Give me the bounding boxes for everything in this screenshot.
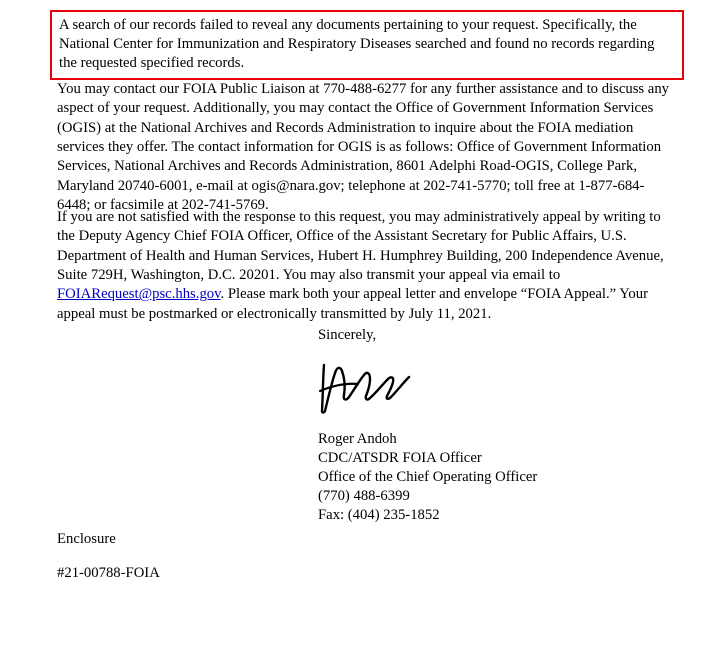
signer-name: Roger Andoh (318, 431, 397, 447)
appeal-email-link[interactable]: FOIARequest@psc.hhs.gov (57, 286, 221, 303)
appeal-paragraph (57, 208, 670, 324)
appeal-paragraph-part1: If you are not satisfied with the response to this request, you may administratively appeal by writing to the Deputy Agency Chief FOIA Officer, Office of the Assistant Secretary for Public Affairs, U.S. Department of Health and Human Services, Hubert H. Humphrey Building, 200 Independence Avenue, Suite 729H, Washington, D.C. 20201. You may also transmit your appeal via email to (57, 209, 664, 283)
foia-liaison-paragraph: You may contact our FOIA Public Liaison at 770-488-6277 for any further assistance and to discuss any aspect of your request. Additionally, you may contact the Office of Government Information Services (OGIS) at the National Archives and Records Administration to inquire about the FOIA mediation services they offer. The contact information for OGIS is as follows: Office of Government Information Services, National Archives and Records Administration, 8601 Adelphi Road-OGIS, College Park, Maryland 20740-6001, e-mail at ogis@nara.gov; telephone at 202-741-5770; toll free at 1-877-684-6448; or facsimile at 202-741-5769. (57, 81, 670, 213)
signer-office: Office of the Chief Operating Officer (318, 469, 538, 486)
enclosure-label: Enclosure (57, 531, 116, 547)
signature-image (318, 355, 428, 420)
highlighted-paragraph-box (50, 10, 684, 80)
signer-title: CDC/ATSDR FOIA Officer (318, 450, 482, 467)
signer-fax: Fax: (404) 235-1852 (318, 507, 440, 524)
foia-request-number: #21-00788-FOIA (57, 565, 160, 581)
closing-text: Sincerely, (318, 327, 377, 343)
highlighted-paragraph-text: A search of our records failed to reveal any documents pertaining to your request. Specifically, the National Center for Immunization and Respiratory Diseases searched and found no records regarding the requested specified records. (59, 17, 655, 72)
signature-block (318, 430, 537, 526)
appeal-paragraph-part2: . Please mark both your appeal letter and envelope “FOIA Appeal.” Your appeal must be postmarked or electronically transmitted by July 11, 2021. (57, 286, 648, 322)
signer-phone: (770) 488-6399 (318, 488, 410, 505)
